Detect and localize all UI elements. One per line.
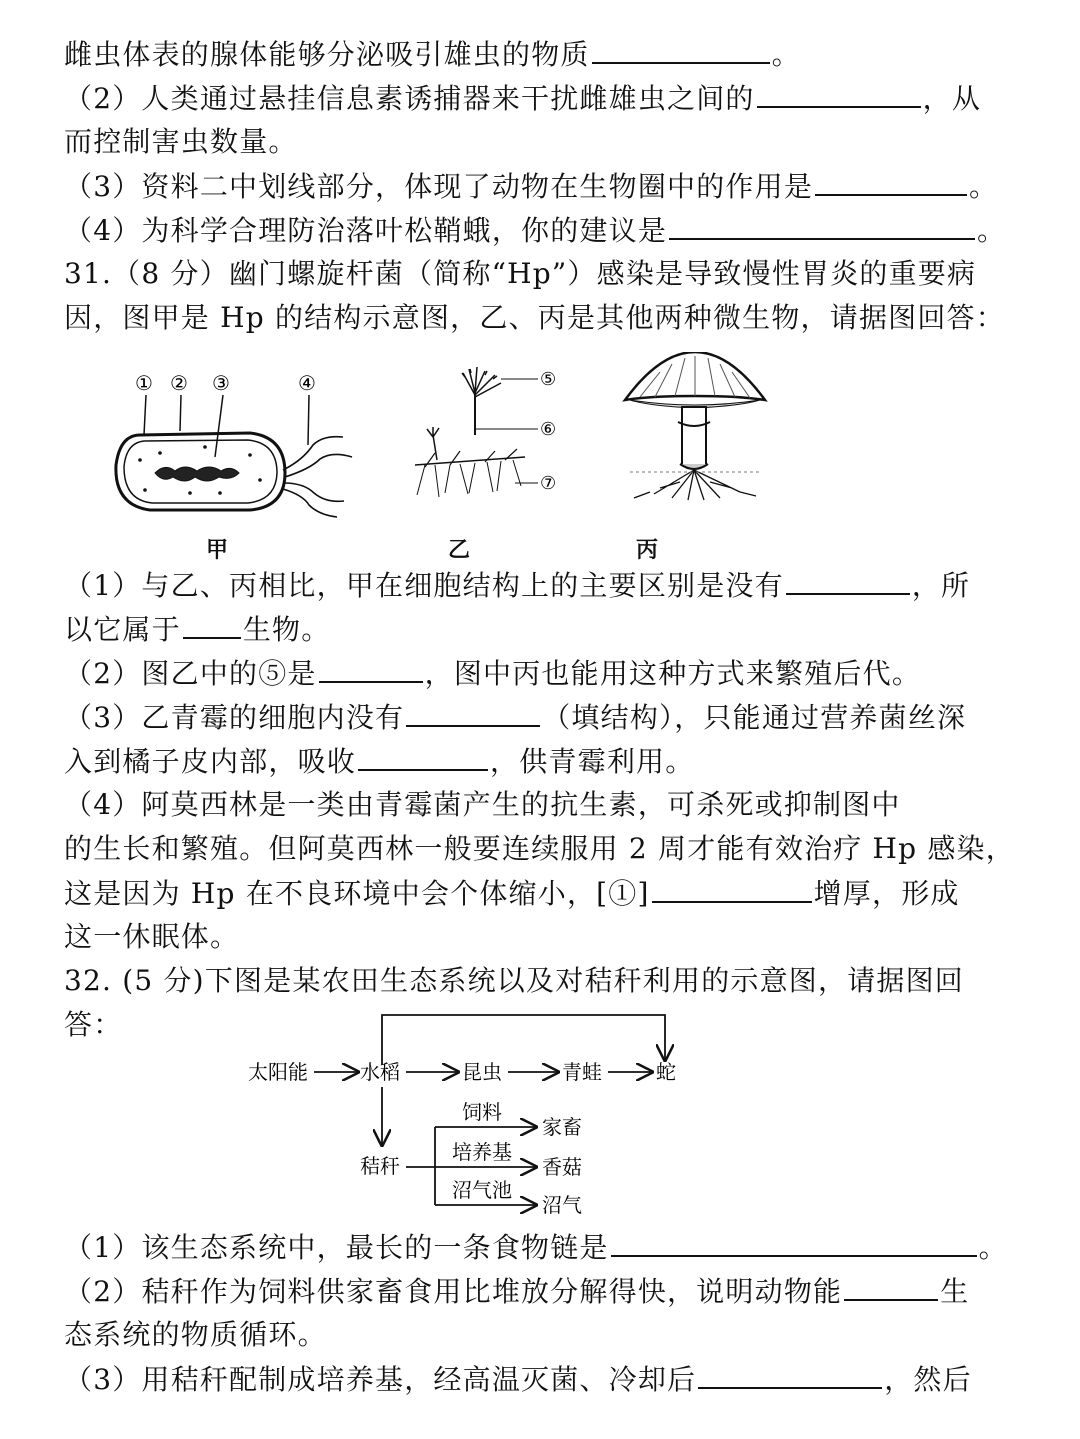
fig-jia-label-3: ③ [212,371,230,395]
q32-p3-line [64,1361,972,1398]
q30-blank-1[interactable] [592,36,770,64]
fig-jia-label-4: ④ [298,371,316,395]
q31-p4-line-1 [64,787,901,823]
q30-p2-cont-text: 而控制害虫数量。 [64,125,298,158]
q32-p2-line [64,1273,969,1310]
q31-p4-text-4: 这一休眠体。 [64,920,240,953]
q30-p3-text: （3）资料二中划线部分，体现了动物在生物圈中的作用是 [64,170,814,203]
figure-bing-mushroom [620,352,770,506]
fig-yi-label-7: ⑦ [540,473,557,494]
q31-head-text-2: 因，图甲是 Hp 的结构示意图，乙、丙是其他两种微生物，请据图回答： [64,301,1005,334]
q31-p1-cont-end: 生物。 [242,613,331,646]
diagram-insect: 昆虫 [462,1060,502,1084]
q31-p3-text: （3）乙青霉的细胞内没有 [64,701,405,734]
figure-label-jia: 甲 [206,538,229,563]
figure-jia-bacterium [100,365,360,529]
q30-cont-end: 。 [771,38,801,71]
q32-p1-line [64,1229,1008,1266]
q30-blank-2[interactable] [757,80,921,108]
q31-blank-6[interactable] [652,875,812,903]
diagram-frog: 青蛙 [562,1060,602,1084]
diagram-biogas-pool: 沼气池 [452,1178,512,1202]
q31-p4-text-3: 这是因为 Hp 在不良环境中会个体缩小，[①] [64,877,650,910]
q31-p1-cont-line [64,611,330,648]
diagram-livestock: 家畜 [542,1115,582,1139]
q31-blank-4[interactable] [406,699,540,727]
q31-head-line-2 [64,300,1005,336]
q30-cont-line [64,36,801,73]
q30-p2-cont-line [64,124,298,160]
figure-label-bing: 丙 [636,538,659,563]
q31-head-text-1: 31.（8 分）幽门螺旋杆菌（简称“Hp”）感染是导致慢性胃炎的重要病 [64,257,977,290]
q31-p4-text-1: （4）阿莫西林是一类由青霉菌产生的抗生素，可杀死或抑制图中 [64,788,901,821]
q31-p1-line [64,567,970,604]
q31-p1-cont-text: 以它属于 [64,613,181,646]
q31-p3-cont-line [64,743,694,780]
q32-p2-text: （2）秸秆作为饲料供家畜食用比堆放分解得快，说明动物能 [64,1275,843,1308]
q31-p3-line [64,699,966,736]
fig-yi-label-5: ⑤ [540,369,557,390]
q30-p3-end: 。 [969,170,999,203]
q32-p1-text: （1）该生态系统中，最长的一条食物链是 [64,1231,609,1264]
q31-p4-line-3 [64,875,960,912]
q30-p2-end: ，从 [922,82,982,115]
q31-p4-line-2 [64,831,1015,867]
q31-p1-end: ，所 [911,569,971,602]
q32-p3-text: （3）用秸秆配制成培养基，经高温灭菌、冷却后 [64,1363,697,1396]
q32-blank-1[interactable] [611,1229,977,1257]
fig-yi-label-6: ⑥ [540,419,557,440]
q31-blank-3[interactable] [319,655,423,683]
diagram-feed: 饲料 [462,1100,502,1124]
q30-p2-line [64,80,981,117]
q31-p4-text-2: 的生长和繁殖。但阿莫西林一般要连续服用 2 周才能有效治疗 Hp 感染， [64,832,1015,865]
q31-p2-end: ，图中丙也能用这种方式来繁殖后代。 [424,657,922,690]
q30-p4-line [64,212,1006,249]
q31-p3-cont-end: ，供青霉利用。 [490,745,695,778]
diagram-mushroom: 香菇 [542,1155,582,1179]
q31-p3-end: （填结构），只能通过营养菌丝深 [542,701,967,734]
q30-p2-text: （2）人类通过悬挂信息素诱捕器来干扰雌雄虫之间的 [64,82,755,115]
q32-blank-2[interactable] [844,1273,938,1301]
q32-head-text-2: 答： [64,1008,123,1041]
figure-label-yi: 乙 [448,538,471,563]
q31-p2-text: （2）图乙中的⑤是 [64,657,317,690]
q31-blank-5[interactable] [358,743,488,771]
figure-yi-penicillium [405,365,585,509]
diagram-medium: 培养基 [452,1140,512,1164]
q30-blank-4[interactable] [669,212,975,240]
q30-p3-line [64,168,998,205]
q31-head-line-1 [64,256,976,292]
q31-p1-text: （1）与乙、丙相比，甲在细胞结构上的主要区别是没有 [64,569,784,602]
fig-jia-label-2: ② [170,371,188,395]
q31-blank-2[interactable] [183,611,241,639]
diagram-snake: 蛇 [656,1060,676,1084]
q32-head-line-2 [64,1007,122,1043]
q32-p1-end: 。 [978,1231,1008,1264]
q32-head-line-1 [64,963,964,999]
diagram-straw: 秸秆 [360,1154,400,1178]
q31-p4-text-3-end: 增厚，形成 [813,877,960,910]
q30-blank-3[interactable] [815,168,967,196]
ecosystem-diagram [240,1005,700,1229]
q31-p3-cont-text: 入到橘子皮内部，吸收 [64,745,357,778]
q31-blank-1[interactable] [786,567,910,595]
q31-p2-line [64,655,921,692]
q32-p3-end: ，然后 [884,1363,972,1396]
diagram-biogas: 沼气 [542,1193,582,1217]
q30-p4-text: （4）为科学合理防治落叶松鞘蛾，你的建议是 [64,214,668,247]
q32-head-text-1: 32. (5 分)下图是某农田生态系统以及对秸秆利用的示意图，请据图回 [64,964,964,997]
diagram-sun: 太阳能 [248,1060,308,1084]
q30-cont-text: 雌虫体表的腺体能够分泌吸引雄虫的物质 [64,38,590,71]
q31-p4-line-4 [64,919,239,955]
q30-p4-end: 。 [977,214,1007,247]
diagram-rice: 水稻 [360,1060,400,1084]
q32-p2-end: 生 [940,1275,970,1308]
q32-blank-3[interactable] [698,1361,882,1389]
q32-p2-cont-line [64,1317,327,1353]
q32-p2-cont-text: 态系统的物质循环。 [64,1318,327,1351]
fig-jia-label-1: ① [135,371,153,395]
